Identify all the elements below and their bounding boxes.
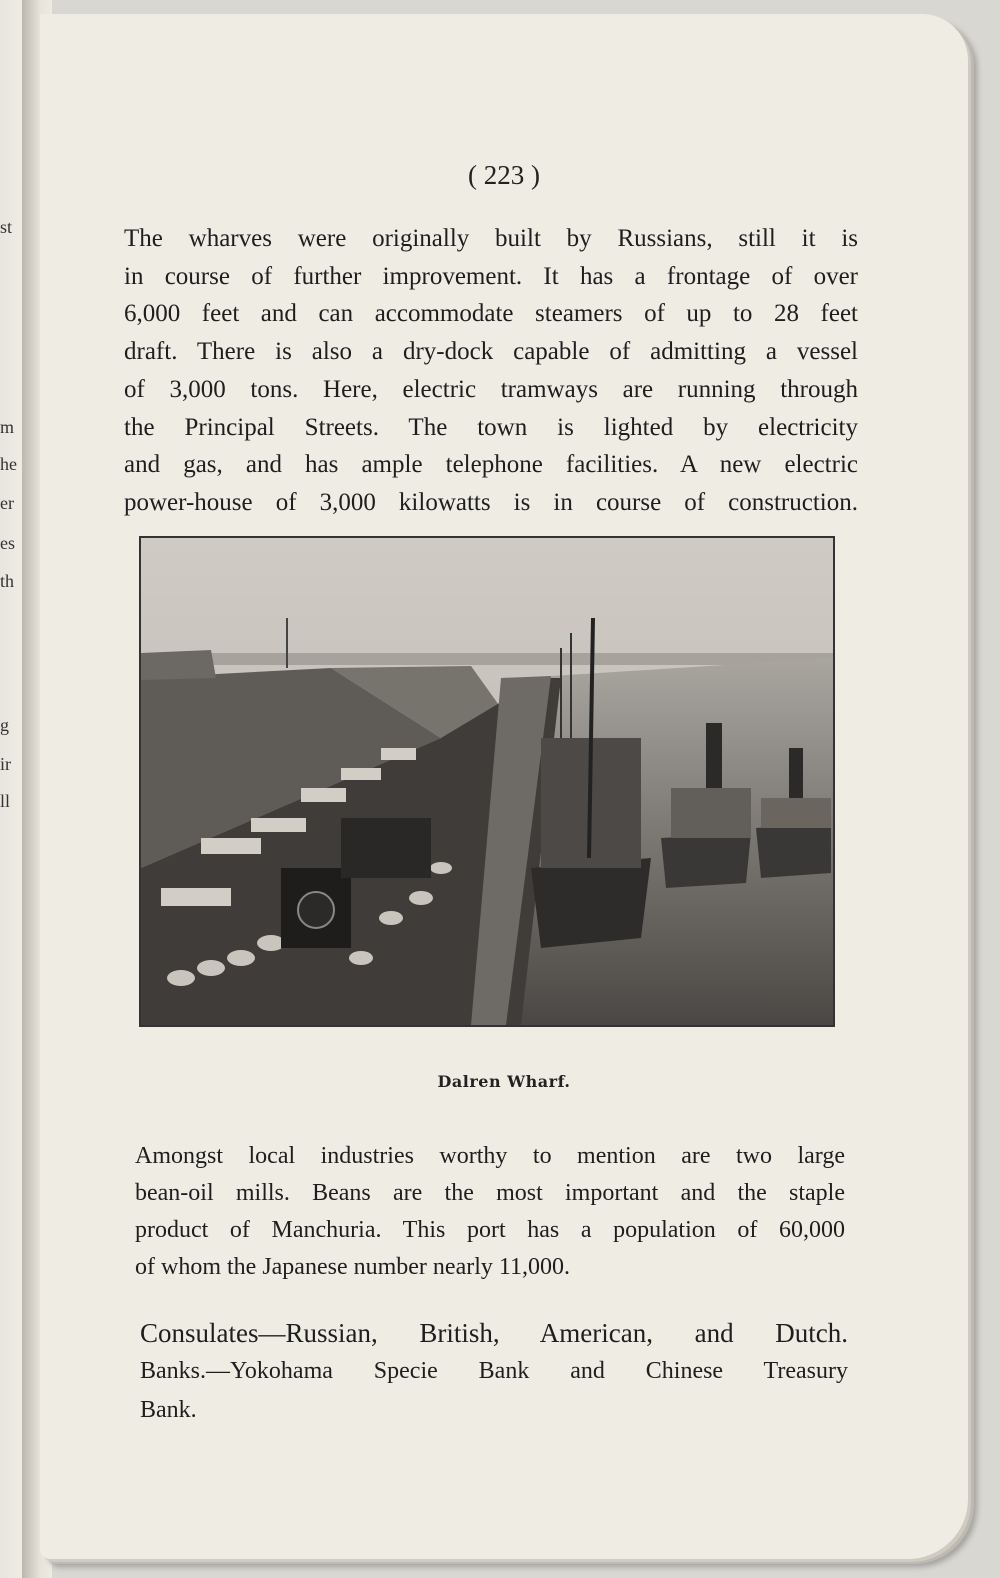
left-page-fragment: es (0, 533, 15, 553)
wharf-photo (139, 536, 835, 1027)
text-line: of whom the Japanese number nearly 11,000. (135, 1254, 570, 1280)
text-line: and gas, and has ample telephone facilities. A new electric (124, 451, 858, 479)
text-line: power-house of 3,000 kilowatts is in course of construction. (124, 488, 858, 516)
text-line: bean-oil mills. Beans are the most important and the staple (135, 1180, 845, 1206)
page-number: ( 223 ) (468, 160, 540, 190)
text-line: 6,000 feet and can accommodate steamers of up to 28 feet (124, 300, 858, 328)
left-page-fragment: he (0, 454, 17, 474)
wharf-photo-image (141, 538, 833, 1025)
consulates-line: Consulates—Russian, British, American, and Dutch. (140, 1318, 848, 1348)
paragraph-industries (135, 1138, 845, 1286)
text-line: the Principal Streets. The town is lighted by electricity (124, 413, 858, 441)
left-page-fragment: er (0, 493, 14, 513)
text-line: Amongst local industries worthy to mention are two large (135, 1143, 845, 1169)
photo-caption: Dalren Wharf. (437, 1072, 571, 1091)
left-page-fragment: m (0, 417, 15, 437)
banks-line: Banks.—Yokohama Specie Bank and Chinese Treasury (140, 1358, 848, 1384)
text-line: draft. There is also a dry-dock capable of admitting a vessel (124, 338, 858, 366)
text-line: in course of further improvement. It has a frontage of over (124, 262, 858, 290)
text-line: The wharves were originally built by Russians, still it is (124, 225, 858, 252)
text-line: of 3,000 tons. Here, electric tramways are running through (124, 375, 858, 403)
left-page-fragment: ir (0, 754, 11, 774)
left-page-fragment: th (0, 571, 15, 591)
left-page-fragment: g (0, 715, 9, 735)
book-page (40, 14, 968, 1559)
paragraph-wharves (124, 220, 858, 522)
left-page-fragment: ll (0, 791, 11, 811)
banks-line-end: Bank. (140, 1397, 197, 1423)
text-line: product of Manchuria. This port has a population of 60,000 (135, 1217, 845, 1243)
paragraph-consulates-banks (140, 1314, 848, 1390)
left-page-fragment: st (0, 217, 13, 237)
